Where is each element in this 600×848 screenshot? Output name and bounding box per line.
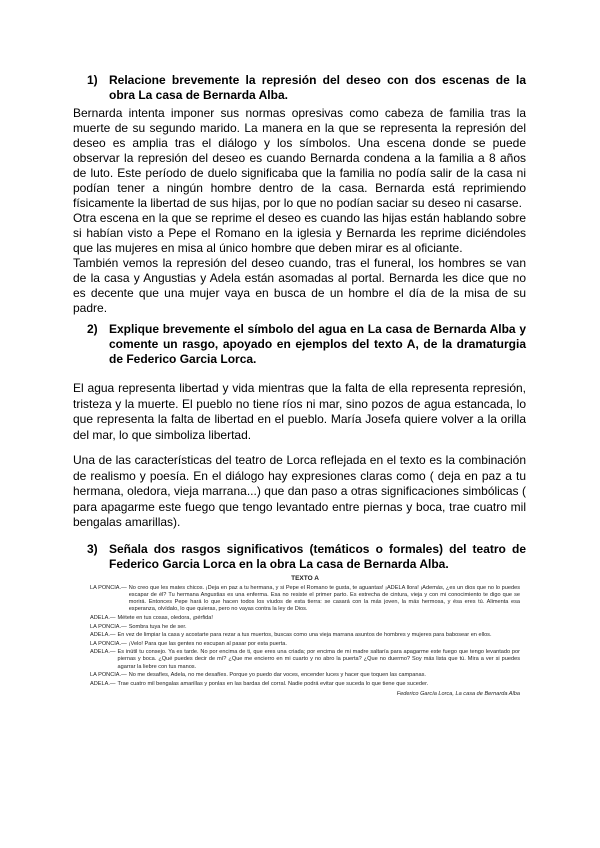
dialogue-line (90, 585, 520, 613)
speaker: ADELA.— (90, 632, 116, 639)
question-3-text: Señala dos rasgos significativos (temáticos o formales) del teatro de Federico Garcia Lorca en la obra La casa de Bernarda Alba. (109, 542, 526, 571)
question-1-number: 1) (87, 73, 98, 87)
question-1 (87, 73, 526, 103)
question-3-number: 3) (87, 542, 98, 556)
dialogue-line (90, 681, 520, 688)
text-a-excerpt (90, 575, 520, 698)
dialogue-line (90, 624, 520, 631)
dialogue-text: No creo que les mates chicos. ¡Deja en paz a tu hermana, y si Pepe el Romano te gusta, te aguantas! ¡ADELA llora! ¡Además, ¿es un dios que no lo puedes escapar de él? Tu hermana Angustias es una enferma. Esa no resiste el primer parto. Es estrecha de cintura, vieja y con mi conocimiento te digo que se morirá. Entonces Pepe hará lo que hacen todos los viudos de esta tierra: se casará con la más joven, la más hermosa, y ésa eres tú. Alimenta esa esperanza, olvídalo, lo que quieras, pero no vayas contra la ley de Dios. (128, 585, 520, 613)
answer-2-text: El agua representa libertad y vida mientras que la falta de ella representa represión, tristeza y la muerte. El pueblo no tiene ríos ni mar, sino pozos de agua estancada, lo que representa la falta de libertad en el pueblo. María Josefa quiere volver a la orilla del mar, lo que simboliza libertad. (73, 381, 526, 442)
question-2-number: 2) (87, 322, 98, 336)
speaker: ADELA.— (90, 649, 116, 656)
question-3 (87, 542, 526, 572)
dialogue-line (90, 615, 520, 622)
dialogue-line (90, 649, 520, 670)
answer-2-text: Una de las características del teatro de Lorca reflejada en el texto es la combinación de realismo y poesía. En el diálogo hay expresiones claras como ( deja en paz a tu hermana, oledora, vieja marrana...) que dan paso a otras significaciones simbólicas ( para apagarme este fuego que tengo levantado entre piernas y boca, trae cuatro mil bengalas amarillas). (73, 453, 526, 530)
speaker: LA PONCIA.— (90, 623, 127, 630)
dialogue-text: Métete en tus cosas, oledora, ¡pérfida! (117, 614, 213, 621)
answer-1 (73, 106, 526, 316)
speaker: LA PONCIA.— (90, 640, 127, 647)
answer-2-paragraph-1 (73, 381, 526, 443)
dialogue-text: Es inútil tu consejo. Ya es tarde. No por encima de ti, que eres una criada; por encima de mi madre saltaría para apagarme este fuego que tengo levantado por piernas y boca. ¿Qué puedes decir de mí? ¿Que me encierro en mi cuarto y no abro la puerta? ¿Que no duermo? Soy más lista que tú. Mira a ver si puedes agarrar la liebre con tus manos. (117, 649, 520, 670)
speaker: LA PONCIA.— (90, 672, 127, 679)
answer-1-paragraph: Bernarda intenta imponer sus normas opresivas como cabeza de familia tras la muerte de su segundo marido. La manera en la que se representa la represión del deseo es amplia tras el diálogo y los símbolos. Una escena donde se puede observar la represión del deseo es cuando Bernarda condena a la familia a 8 años de luto. Este período de duelo significaba que la familia no podía salir de la casa ni podían tener a ningún hombre dentro de la casa. Bernarda está reprimiendo físicamente la libertad de sus hijas, por lo que no podían saciar su deseo ni casarse. (73, 106, 526, 210)
dialogue-line (90, 641, 520, 648)
speaker: ADELA.— (90, 614, 116, 621)
answer-1-paragraph: También vemos la represión del deseo cuando, tras el funeral, los hombres se van de la casa y Angustias y Adela están asomadas al portal. Bernarda les dice que no es decente que una mujer vaya en busca de un hombre el día de la misa de su padre. (73, 256, 526, 315)
speaker: ADELA.— (90, 680, 116, 687)
question-2 (87, 322, 526, 367)
question-2-text: Explique brevemente el símbolo del agua en La casa de Bernarda Alba y comente un rasgo, apoyado en ejemplos del texto A, de la dramaturgia de Federico Garcia Lorca. (109, 322, 526, 366)
dialogue-text: Sombra tuya he de ser. (128, 623, 187, 630)
answer-2-paragraph-2 (73, 453, 526, 531)
dialogue-text: Trae cuatro mil bengalas amarillas y ponlas en las bardas del corral. Nadie podrá evitar que suceda lo que tiene que suceder. (117, 680, 429, 687)
dialogue-text: ¡Velo! Para que las gentes no escupan al pasar por esta puerta. (128, 640, 287, 647)
excerpt-source: Federico García Lorca, La casa de Bernarda Alba (396, 690, 520, 697)
answer-1-paragraph: Otra escena en la que se reprime el deseo es cuando las hijas están hablando sobre si habían visto a Pepe el Romano en la iglesia y Bernarda les reprime diciéndoles que las mujeres en misa al único hombre que deben mirar es al oficiante. (73, 211, 526, 255)
excerpt-title: TEXTO A (291, 575, 319, 582)
dialogue-text: En vez de limpiar la casa y acostarte para rezar a tus muertos, buscas como una vieja marrana asuntos de hombres y mujeres para babosear en ellos. (117, 632, 492, 639)
speaker: LA PONCIA.— (90, 585, 127, 592)
question-1-text: Relacione brevemente la represión del deseo con dos escenas de la obra La casa de Bernarda Alba. (109, 73, 526, 102)
dialogue-line (90, 632, 520, 639)
dialogue-text: No me desafíes, Adela, no me desafíes. Porque yo puedo dar voces, encender luces y hacer que toquen las campanas. (128, 672, 426, 679)
dialogue-line (90, 672, 520, 679)
